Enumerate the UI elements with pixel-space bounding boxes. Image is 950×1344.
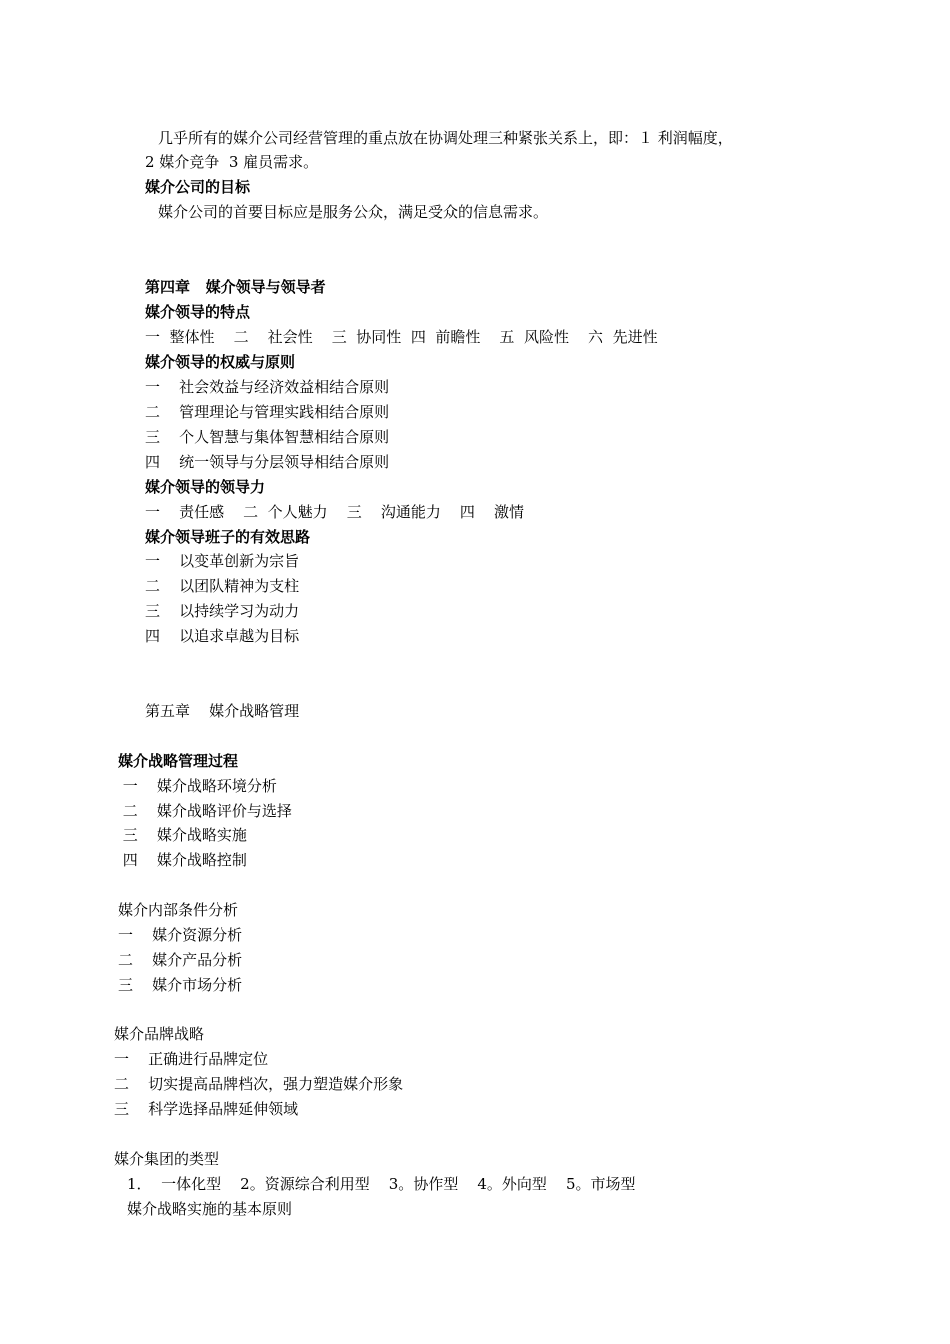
principles-heading: 媒介领导的权威与原则 — [145, 353, 296, 371]
internal-item: 二 媒介产品分析 — [118, 951, 243, 969]
features-heading: 媒介领导的特点 — [145, 303, 251, 321]
principle-item: 三 个人智慧与集体智慧相结合原则 — [145, 428, 390, 446]
chapter-5-title: 第五章 媒介战略管理 — [145, 702, 300, 720]
team-item: 三 以持续学习为动力 — [145, 602, 300, 620]
team-item: 四 以追求卓越为目标 — [145, 627, 300, 645]
principle-item: 四 统一领导与分层领导相结合原则 — [145, 453, 390, 471]
principle-item: 二 管理理论与管理实践相结合原则 — [145, 403, 390, 421]
goal-heading: 媒介公司的目标 — [145, 178, 251, 196]
implementation-principles-heading: 媒介战略实施的基本原则 — [127, 1200, 293, 1218]
chapter-4-title: 第四章 媒介领导与领导者 — [145, 278, 326, 296]
process-item: 四 媒介战略控制 — [118, 851, 247, 869]
group-heading: 媒介集团的类型 — [114, 1150, 220, 1168]
brand-heading: 媒介品牌战略 — [114, 1025, 205, 1043]
process-heading: 媒介战略管理过程 — [118, 752, 239, 770]
intro-line-1: 几乎所有的媒介公司经营管理的重点放在协调处理三种紧张关系上，即：１ 利润幅度， — [158, 129, 733, 147]
team-heading: 媒介领导班子的有效思路 — [145, 528, 311, 546]
internal-item: 三 媒介市场分析 — [118, 976, 243, 994]
power-heading: 媒介领导的领导力 — [145, 478, 266, 496]
features-line: 一 整体性 二 社会性 三 协同性 四 前瞻性 五 风险性 六 先进性 — [145, 328, 658, 346]
principle-item: 一 社会效益与经济效益相结合原则 — [145, 378, 390, 396]
team-item: 一 以变革创新为宗旨 — [145, 552, 300, 570]
team-item: 二 以团队精神为支柱 — [145, 577, 300, 595]
brand-item: 二 切实提高品牌档次，强力塑造媒介形象 — [114, 1075, 404, 1093]
process-item: 三 媒介战略实施 — [118, 826, 247, 844]
power-line: 一 责任感 二 个人魅力 三 沟通能力 四 激情 — [145, 503, 524, 521]
process-item: 二 媒介战略评价与选择 — [118, 802, 292, 820]
process-item: 一 媒介战略环境分析 — [118, 777, 277, 795]
goal-text: 媒介公司的首要目标应是服务公众，满足受众的信息需求。 — [158, 203, 549, 221]
brand-item: 三 科学选择品牌延伸领域 — [114, 1100, 299, 1118]
intro-line-2: 2 媒介竞争 3 雇员需求。 — [145, 153, 319, 171]
group-types-line: 1． 一体化型 2。资源综合利用型 3。协作型 4。外向型 5。市场型 — [127, 1175, 636, 1193]
internal-item: 一 媒介资源分析 — [118, 926, 243, 944]
internal-heading: 媒介内部条件分析 — [118, 901, 239, 919]
brand-item: 一 正确进行品牌定位 — [114, 1050, 269, 1068]
